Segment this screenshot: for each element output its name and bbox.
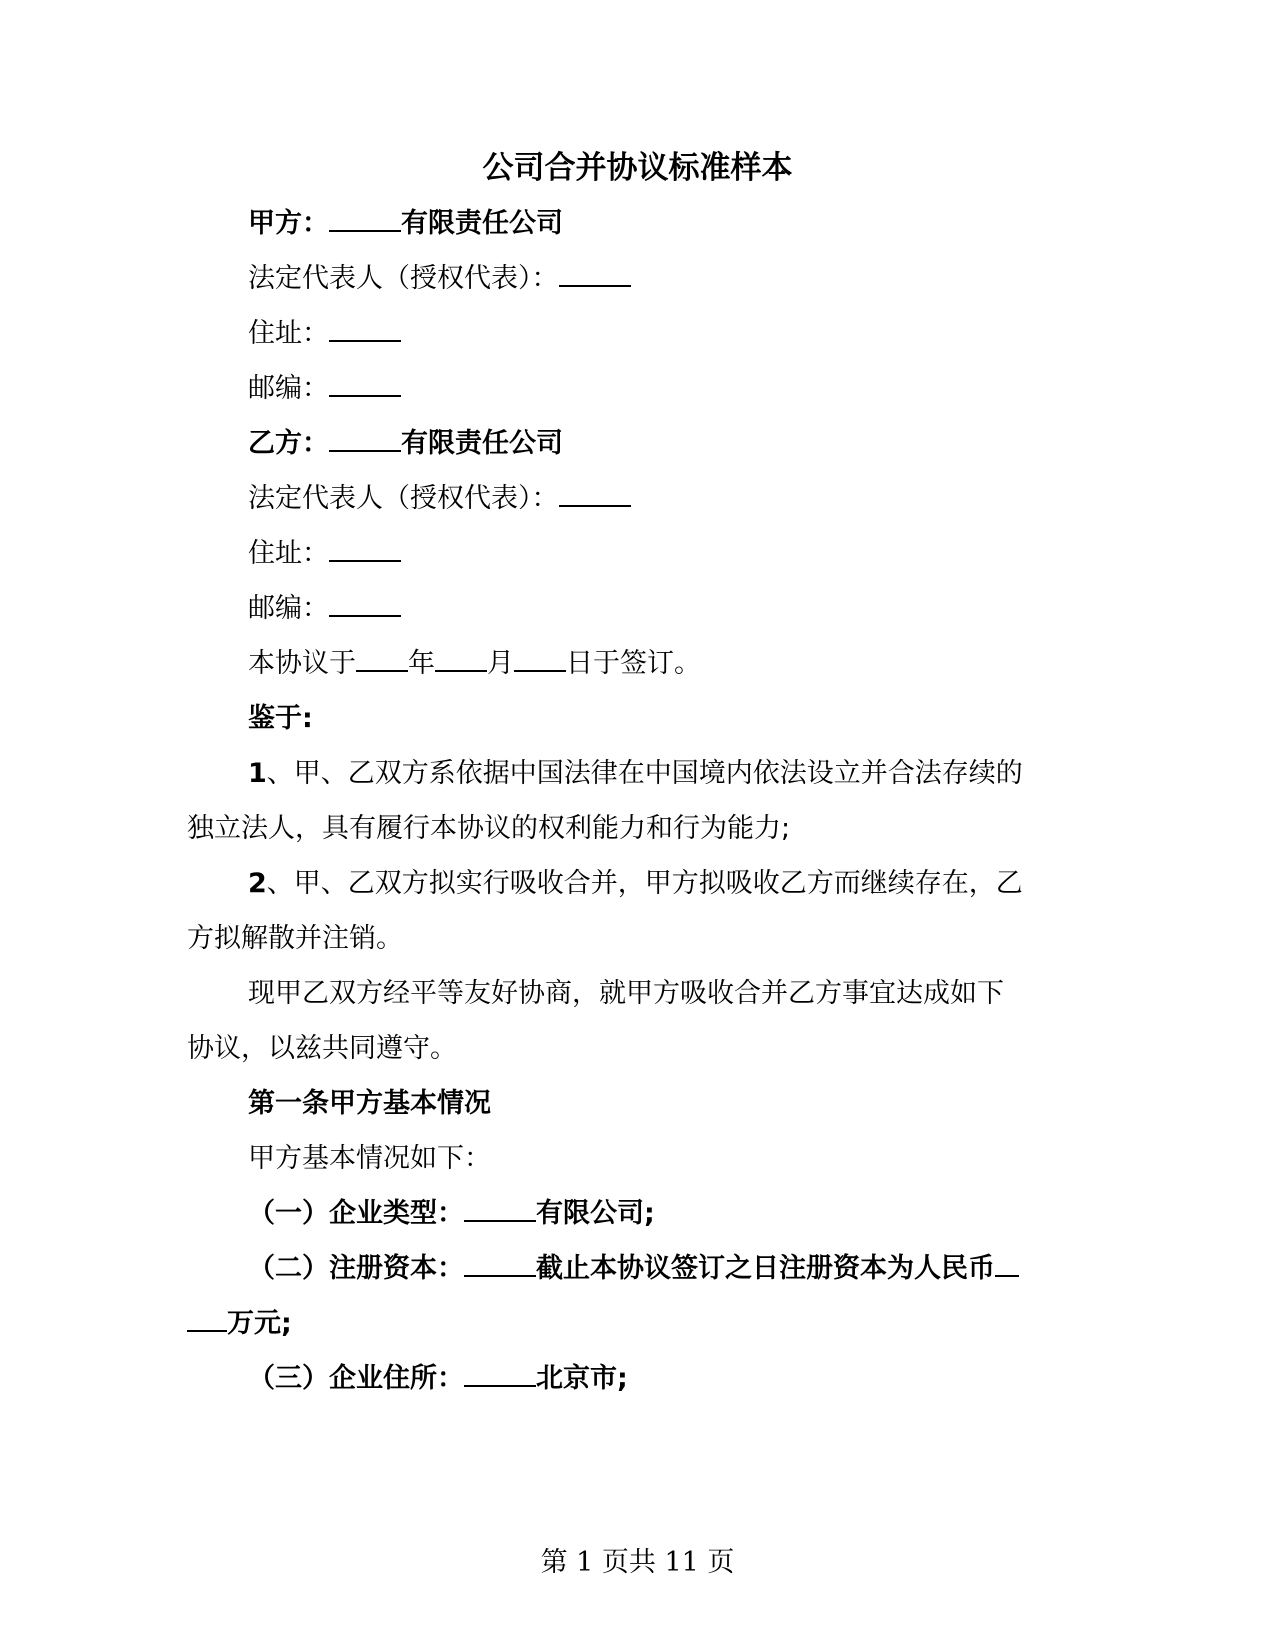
article-1-item-1 (248, 1194, 655, 1234)
article-1-item-3 (248, 1359, 628, 1399)
party-b-address-line (248, 534, 401, 574)
signing-day-suffix: 日于签订。 (566, 648, 701, 679)
party-b-name-blank (329, 424, 401, 452)
whereas-conclusion-line-1: 现甲乙双方经平等友好协商，就甲方吸收合并乙方事宜达成如下 (248, 978, 1004, 1009)
party-a-name-blank (329, 204, 401, 232)
party-b-company-suffix: 有限责任公司 (401, 428, 563, 459)
party-a-address-line (248, 314, 401, 354)
article-1-item-2-amount-blank-start (995, 1249, 1019, 1277)
party-a-rep-blank (559, 259, 631, 287)
signing-month-blank (435, 644, 487, 672)
party-b-rep-blank (559, 479, 631, 507)
document-title: 公司合并协议标准样本 (482, 150, 793, 186)
signing-prefix: 本协议于 (248, 648, 356, 679)
party-b-rep-label: 法定代表人（授权代表）： (248, 483, 559, 514)
party-a-label: 甲方： (248, 208, 329, 239)
party-b-postcode-line (248, 589, 401, 629)
article-1-item-1-blank (464, 1194, 536, 1222)
article-1-item-2-amount-blank-end (187, 1304, 227, 1332)
article-1-item-2-blank (464, 1249, 536, 1277)
party-b-line (248, 424, 563, 464)
article-1-item-1-label: （一）企业类型： (248, 1198, 464, 1229)
party-a-rep-line (248, 259, 631, 299)
article-1-item-1-value: 有限公司; (536, 1198, 655, 1229)
whereas-item-1-line-1 (248, 754, 1023, 794)
article-1-item-2 (248, 1249, 1019, 1289)
page-footer: 第 1 页共 11 页 (540, 1547, 735, 1578)
party-a-line (248, 204, 563, 244)
party-a-postcode-blank (329, 369, 401, 397)
article-1-item-3-value: 北京市; (536, 1363, 628, 1394)
whereas-item-2-line-1 (248, 864, 1023, 904)
article-1-item-2-continued (187, 1304, 292, 1344)
article-1-item-2-unit: 万元; (227, 1308, 292, 1339)
party-b-label: 乙方： (248, 428, 329, 459)
party-a-address-blank (329, 314, 401, 342)
whereas-item-2-text: 、甲、乙双方拟实行吸收合并，甲方拟吸收乙方而继续存在，乙 (266, 868, 1023, 899)
whereas-conclusion-line-2: 协议，以兹共同遵守。 (187, 1033, 457, 1064)
party-a-postcode-line (248, 369, 401, 409)
whereas-item-2-line-2: 方拟解散并注销。 (187, 923, 403, 954)
party-b-rep-line (248, 479, 631, 519)
signing-date-line (248, 644, 701, 684)
article-1-heading: 第一条甲方基本情况 (248, 1088, 491, 1119)
signing-month-label: 月 (487, 648, 514, 679)
party-b-postcode-blank (329, 589, 401, 617)
whereas-item-2-number: 2 (248, 868, 267, 899)
article-1-item-3-blank (464, 1359, 536, 1387)
party-a-postcode-label: 邮编： (248, 373, 329, 404)
whereas-item-1-line-2: 独立法人，具有履行本协议的权利能力和行为能力; (187, 813, 791, 844)
party-b-address-blank (329, 534, 401, 562)
article-1-intro: 甲方基本情况如下： (248, 1143, 491, 1174)
whereas-item-1-text: 、甲、乙双方系依据中国法律在中国境内依法设立并合法存续的 (266, 758, 1023, 789)
party-a-company-suffix: 有限责任公司 (401, 208, 563, 239)
signing-year-label: 年 (408, 648, 435, 679)
party-a-address-label: 住址： (248, 318, 329, 349)
signing-year-blank (356, 644, 408, 672)
party-b-postcode-label: 邮编： (248, 593, 329, 624)
party-a-rep-label: 法定代表人（授权代表）： (248, 263, 559, 294)
article-1-item-2-label: （二）注册资本： (248, 1253, 464, 1284)
article-1-item-3-label: （三）企业住所： (248, 1363, 464, 1394)
whereas-heading: 鉴于: (248, 703, 313, 734)
whereas-item-1-number: 1 (248, 758, 267, 789)
article-1-item-2-value: 截止本协议签订之日注册资本为人民币 (536, 1253, 995, 1284)
party-b-address-label: 住址： (248, 538, 329, 569)
signing-day-blank (514, 644, 566, 672)
